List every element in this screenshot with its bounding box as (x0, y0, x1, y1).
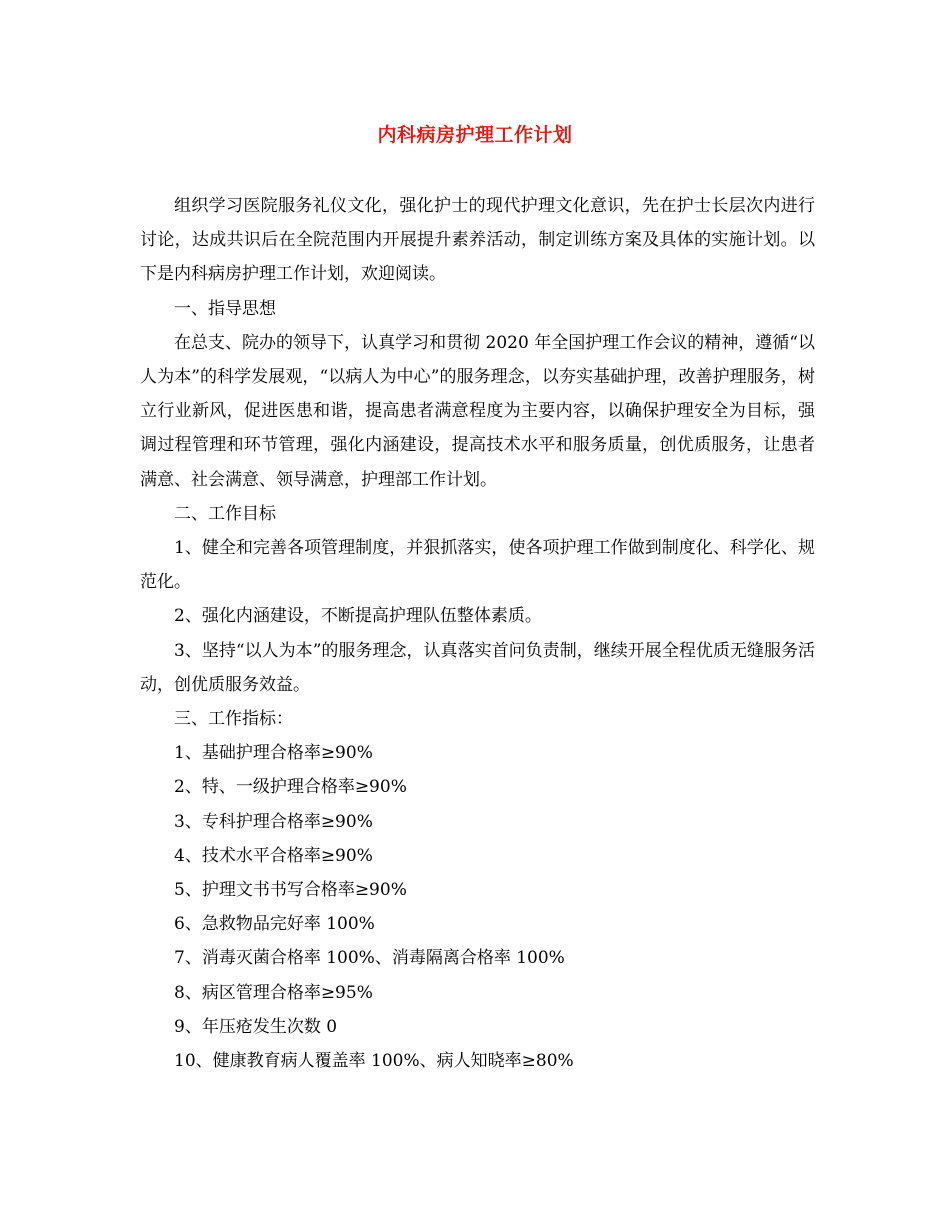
indicator-item: 6、急救物品完好率 100% (174, 914, 375, 935)
section-heading-work-goals: 二、工作目标 (174, 503, 276, 524)
work-goal-item: 2、强化内涵建设，不断提高护理队伍整体素质。 (174, 606, 542, 627)
indicator-item: 5、护理文书书写合格率≥90% (174, 880, 407, 901)
work-goal-item: 3、坚持“以人为本”的服务理念，认真落实首问负责制，继续开展全程优质无缝服务活动，创优质服务效益。 (140, 640, 815, 695)
indicator-item: 4、技术水平合格率≥90% (174, 845, 373, 866)
document-body (140, 189, 815, 1078)
indicator-item: 9、年压疮发生次数 0 (174, 1016, 338, 1037)
indicator-item: 8、病区管理合格率≥95% (174, 982, 373, 1003)
indicator-item: 1、基础护理合格率≥90% (174, 743, 373, 764)
indicator-item: 7、消毒灭菌合格率 100%、消毒隔离合格率 100% (174, 948, 565, 969)
indicator-item: 3、专科护理合格率≥90% (174, 811, 373, 832)
indicator-item: 10、健康教育病人覆盖率 100%、病人知晓率≥80% (174, 1051, 574, 1072)
document-title: 内科病房护理工作计划 (377, 124, 573, 146)
section-heading-guiding-ideology: 一、指导思想 (174, 298, 276, 319)
work-goal-item: 1、健全和完善各项管理制度，并狠抓落实，使各项护理工作做到制度化、科学化、规范化。 (140, 538, 815, 593)
section-heading-work-indicators: 三、工作指标： (174, 709, 293, 730)
intro-paragraph: 组织学习医院服务礼仪文化，强化护士的现代护理文化意识，先在护士长层次内进行讨论，达成共识后在全院范围内开展提升素养活动，制定训练方案及具体的实施计划。以下是内科病房护理工作计划，欢迎阅读。 (140, 196, 815, 285)
indicator-item: 2、特、一级护理合格率≥90% (174, 777, 407, 798)
guiding-ideology-paragraph: 在总支、院办的领导下，认真学习和贯彻 2020 年全国护理工作会议的精神，遵循“以人为本”的科学发展观，“以病人为中心”的服务理念，以夯实基础护理，改善护理服务，树立行业新风，促进医患和谐，提高患者满意程度为主要内容，以确保护理安全为目标，强调过程管理和环节管理，强化内涵建设，提高技术水平和服务质量，创优质服务，让患者满意、社会满意、领导满意，护理部工作计划。 (140, 332, 815, 490)
